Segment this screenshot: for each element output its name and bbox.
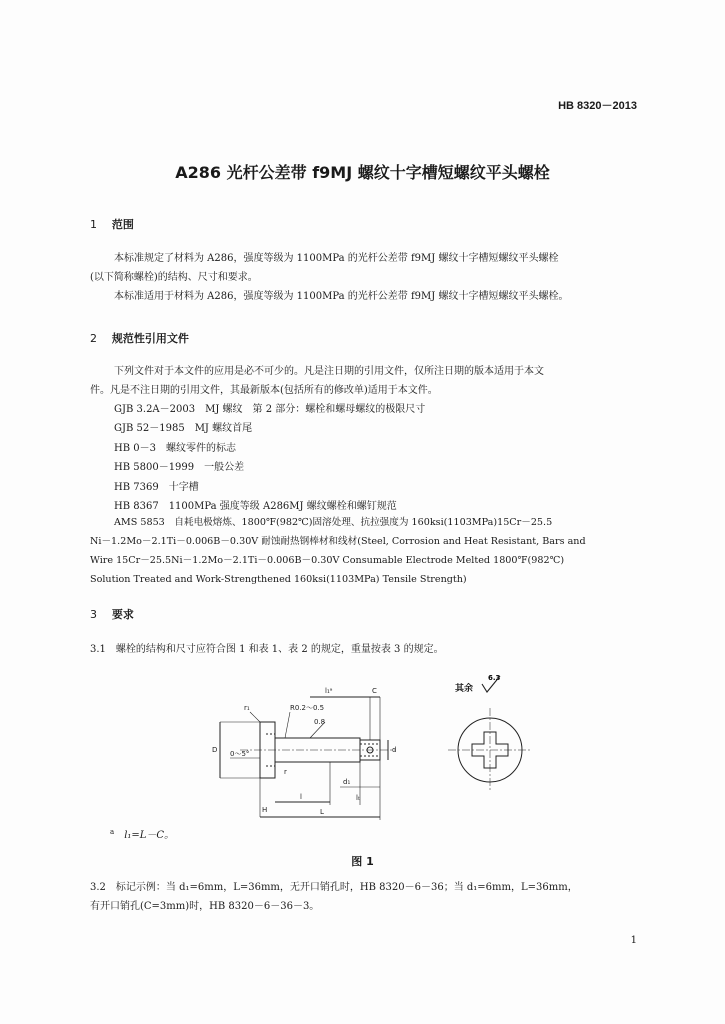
paragraph-line: 3.2 标记示例：当 d₁=6mm，L=36mm，无开口销孔时，HB 8320－6－36；当 d₁=6mm，L=36mm，	[90, 882, 578, 893]
section-title: 范围	[111, 218, 134, 231]
section-title: 要求	[111, 608, 134, 621]
footnote-text: l₁=L－C。	[124, 830, 175, 841]
paragraph-line: 下列文件对于本文件的应用是必不可少的。凡是注日期的引用文件，仅所注日期的版本适用于本文	[114, 366, 544, 377]
clause-3-2	[90, 878, 638, 916]
label-r-range: R0.2～0.5	[290, 704, 325, 712]
label-lt: lₜ	[356, 794, 361, 802]
label-l: l	[300, 793, 302, 801]
page-number: 1	[630, 935, 637, 946]
label-D: D	[212, 746, 218, 754]
section-number: 2	[90, 332, 97, 345]
paragraph-line: Solution Treated and Work-Strengthened 160ksi(1103MPa) Tensile Strength)	[90, 574, 467, 585]
figure-footnote	[110, 826, 174, 841]
section-2-heading	[90, 330, 189, 346]
reference-item: GJB 52－1985 MJ 螺纹首尾	[114, 423, 253, 435]
ams-reference	[90, 513, 638, 589]
paragraph-line: Ni－1.2Mo－2.1Ti－0.006B－0.30V 耐蚀耐热钢棒材和线材(Steel, Corrosion and Heat Resistant, Bars and	[90, 536, 586, 547]
label-l1: l₁ᵃ	[325, 687, 333, 695]
paragraph-line: AMS 5853 自耗电极熔炼、1800℉(982℃)固溶处理、抗拉强度为 160ksi(1103MPa)15Cr－25.5	[114, 517, 553, 528]
roughness-label: 其余	[455, 684, 474, 694]
label-angle: 0～5°	[230, 750, 250, 758]
reference-list	[114, 400, 425, 516]
paragraph-line: 有开口销孔(C=3mm)时，HB 8320－6－36－3。	[90, 901, 320, 912]
section-title: 规范性引用文件	[111, 332, 189, 345]
clause-3-1	[90, 640, 638, 659]
footnote-mark: a	[110, 827, 115, 836]
doc-code: HB 8320－2013	[558, 100, 637, 112]
figure-caption: 图 1	[351, 855, 374, 868]
label-r1: r₁	[244, 704, 250, 712]
reference-item: HB 8367 1100MPa 强度等级 A286MJ 螺纹螺栓和螺钉规范	[114, 501, 397, 513]
cross-recess-view	[448, 708, 532, 792]
reference-item: HB 0－3 螺纹零件的标志	[114, 442, 236, 454]
section-2-intro	[90, 362, 638, 400]
label-chamfer: 0.8	[314, 718, 326, 726]
label-L: L	[320, 808, 324, 816]
paragraph-line: 件。凡是不注日期的引用文件，其最新版本(包括所有的修改单)适用于本文件。	[90, 385, 438, 396]
roughness-value: 6.3	[488, 674, 501, 682]
paragraph-line: 本标准适用于材料为 A286，强度等级为 1100MPa 的光杆公差带 f9MJ 螺纹十字槽短螺纹平头螺栓。	[114, 291, 569, 302]
label-c: C	[372, 687, 377, 695]
reference-item: HB 7369 十字槽	[114, 481, 199, 493]
section-number: 1	[90, 218, 97, 231]
section-3-heading	[90, 606, 134, 622]
section-1-heading	[90, 216, 134, 232]
label-r: r	[284, 768, 287, 776]
paragraph-line: 本标准规定了材料为 A286，强度等级为 1100MPa 的光杆公差带 f9MJ 螺纹十字槽短螺纹平头螺栓	[114, 253, 559, 264]
reference-item: HB 5800－1999 一般公差	[114, 462, 245, 474]
paragraph-line: Wire 15Cr－25.5Ni－1.2Mo－2.1Ti－0.006B－0.30V Consumable Electrode Melted 1800℉(982℃)	[90, 555, 565, 566]
paragraph-line: (以下简称螺栓)的结构、尺寸和要求。	[90, 272, 258, 283]
label-d: d	[392, 746, 397, 754]
label-H: H	[262, 806, 268, 814]
paragraph-line: 3.1 螺栓的结构和尺寸应符合图 1 和表 1、表 2 的规定，重量按表 3 的规定。	[90, 644, 444, 655]
bolt-drawing	[200, 672, 560, 822]
label-d1: d₁	[343, 778, 351, 786]
reference-item: GJB 3.2A－2003 MJ 螺纹 第 2 部分：螺栓和螺母螺纹的极限尺寸	[114, 404, 426, 415]
page-title: A286 光杆公差带 f9MJ 螺纹十字槽短螺纹平头螺栓	[175, 163, 550, 182]
section-number: 3	[90, 608, 97, 621]
section-1-body	[90, 249, 638, 306]
